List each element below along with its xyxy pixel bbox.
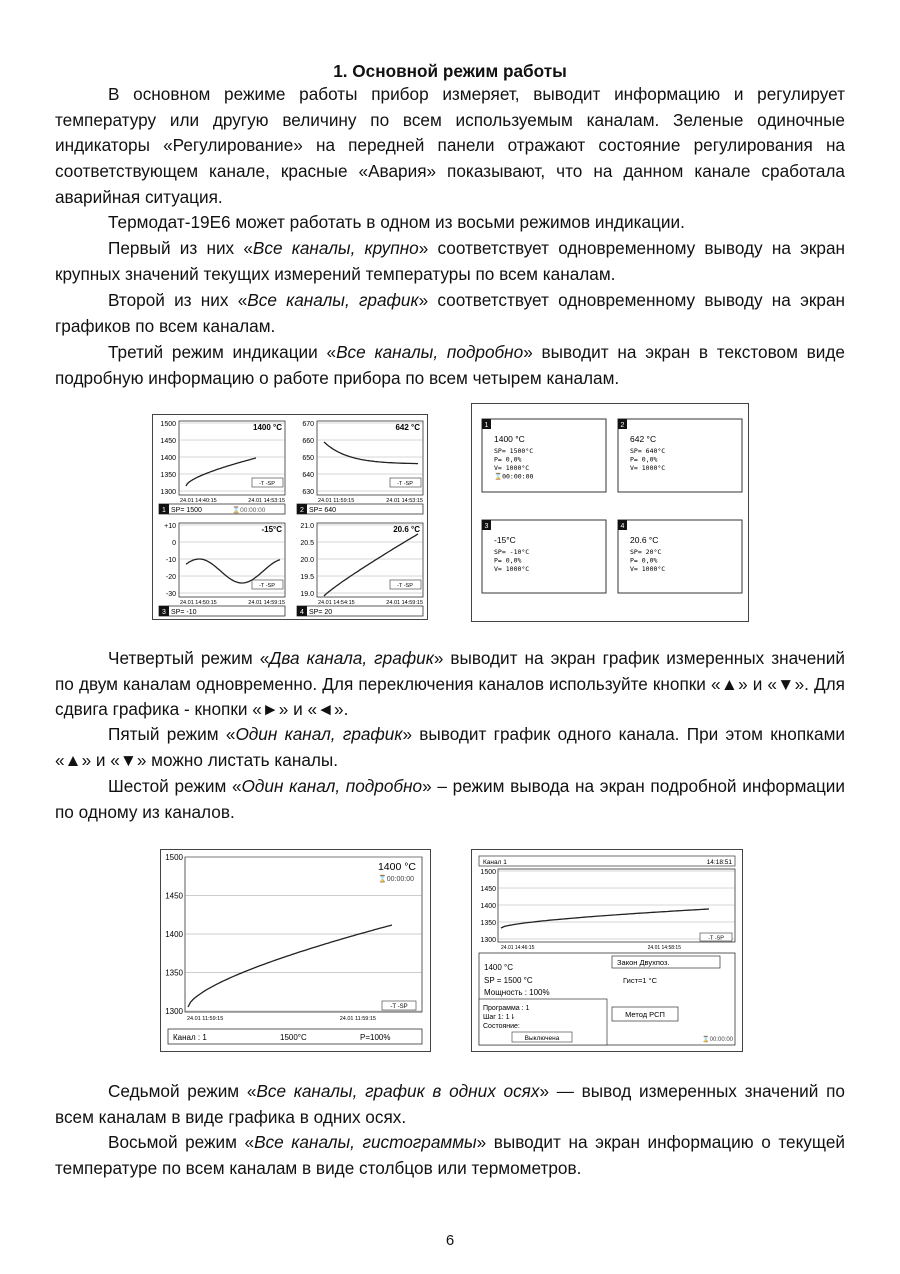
y-tick-label: 0 bbox=[172, 540, 176, 547]
paragraph-text: Термодат-19Е6 может работать в одном из восьми режимов индикации. bbox=[108, 212, 685, 232]
detail-line: V= 1000°C bbox=[494, 565, 530, 573]
y-tick-label: 1400 bbox=[165, 930, 183, 939]
current-value: 20.6 °C bbox=[393, 525, 420, 534]
legend: -T -SP bbox=[259, 583, 275, 589]
setpoint: SP= -10 bbox=[171, 609, 197, 616]
screen-all-channels-detail bbox=[471, 403, 749, 622]
y-tick-label: 19.0 bbox=[300, 591, 314, 598]
channel-number: 3 bbox=[162, 609, 166, 616]
y-tick-label: -10 bbox=[165, 557, 176, 564]
control-law: Закон Двухпоз. bbox=[617, 958, 670, 967]
paragraph bbox=[55, 82, 845, 211]
time-end: 24.01 14:53:15 bbox=[248, 498, 285, 504]
mode-name: Все каналы, гистограммы bbox=[254, 1132, 477, 1152]
paragraph-text: Четвертый режим « bbox=[108, 648, 270, 668]
detail-line: P= 0,0% bbox=[630, 556, 658, 565]
paragraph-text: Второй из них « bbox=[108, 290, 248, 310]
paragraph-text: » — вывод измеренных значений по всем каналам в виде графика в одних осях. bbox=[55, 1081, 845, 1127]
channel-number: 1 bbox=[484, 422, 489, 429]
y-tick-label: 1400 bbox=[160, 455, 176, 462]
timer: ⌛00:00:00 bbox=[378, 876, 414, 883]
y-tick-label: 1450 bbox=[160, 438, 176, 445]
page-number: 6 bbox=[445, 1232, 455, 1249]
mode-name: Все каналы, крупно bbox=[252, 238, 419, 258]
state: Состояние: bbox=[483, 1023, 520, 1030]
paragraph bbox=[55, 722, 845, 773]
detail-line: P= 0,0% bbox=[630, 455, 658, 464]
channel-detail-cell bbox=[482, 520, 606, 593]
legend: -T -SP bbox=[390, 1004, 408, 1010]
time-start: 24.01 14:40:15 bbox=[180, 498, 217, 504]
mode-name: Один канал, график bbox=[235, 724, 403, 744]
paragraph-text: » выводит на экран график измеренных значений по двум каналам одновременно. Для переключения каналов используйте кнопки «▲» и «▼». Для сдвига графика - кнопки «►» и «◄». bbox=[55, 648, 845, 720]
paragraph-text: » соответствует одновременному выводу на экран графиков по всем каналам. bbox=[55, 290, 845, 336]
paragraph bbox=[55, 774, 845, 825]
detail-line: V= 1000°C bbox=[630, 565, 666, 573]
y-tick-label: 1350 bbox=[160, 472, 176, 479]
paragraph-text: Пятый режим « bbox=[108, 724, 236, 744]
detail-line: V= 1000°C bbox=[494, 464, 530, 472]
paragraph-text: Первый из них « bbox=[108, 238, 253, 258]
y-tick-label: 1350 bbox=[480, 920, 496, 927]
detail-line: P= 0,0% bbox=[494, 556, 522, 565]
y-tick-label: 1500 bbox=[480, 869, 496, 876]
paragraph-text: В основном режиме работы прибор измеряет, выводит информацию и регулирует температуру или другую величину по всем используемым каналам. Зеленые одиночные индикаторы «Регулирование» на передней панели отражают состояние регулирования на соответствующем канале, красные «Авария» показывают, что на данном канале сработала аварийная ситуация. bbox=[55, 84, 845, 207]
legend: -T -SP bbox=[397, 481, 413, 487]
channel-detail-cell bbox=[618, 419, 742, 492]
setpoint: SP= 20 bbox=[309, 609, 333, 616]
detail-line: SP= 20°C bbox=[630, 548, 662, 556]
paragraph-text: » выводит график одного канала. При этом кнопками «▲» и «▼» можно листать каналы. bbox=[55, 724, 845, 770]
paragraph bbox=[55, 210, 845, 236]
detail-line: V= 1000°C bbox=[630, 464, 666, 472]
paragraph bbox=[55, 1079, 845, 1130]
y-tick-label: 660 bbox=[302, 438, 314, 445]
mode-name: Все каналы, график в одних осях bbox=[256, 1081, 540, 1101]
screen-one-channel-detail bbox=[471, 849, 743, 1052]
time-end: 24.01 14:58:15 bbox=[647, 945, 681, 951]
channel-number: 3 bbox=[484, 523, 489, 530]
channel-number: 2 bbox=[620, 422, 625, 429]
paragraph-text: » выводит на экран информацию о текущей температуре по всем каналам в виде столбцов или термометров. bbox=[55, 1132, 845, 1178]
current-value: 642 °C bbox=[630, 434, 657, 444]
channel-number: 2 bbox=[300, 507, 304, 514]
program: Программа : 1 bbox=[483, 1005, 530, 1012]
y-tick-label: 20.0 bbox=[300, 557, 314, 564]
detail-line: SP= -10°C bbox=[494, 548, 530, 556]
power: Мощность : 100% bbox=[484, 988, 550, 997]
y-tick-label: 21.0 bbox=[300, 523, 314, 530]
hysteresis: Гист=1 °C bbox=[623, 976, 658, 985]
current-value: 1400 °C bbox=[494, 434, 525, 444]
y-tick-label: 640 bbox=[302, 472, 314, 479]
status-channel: Канал : 1 bbox=[173, 1033, 207, 1042]
setpoint: SP= 1500 bbox=[171, 507, 202, 514]
detail-line: SP= 640°C bbox=[630, 447, 666, 455]
paragraph bbox=[55, 288, 845, 339]
y-tick-label: 1500 bbox=[160, 421, 176, 428]
screen-one-channel-graph bbox=[160, 849, 431, 1052]
legend: -T -SP bbox=[259, 481, 275, 487]
off-button-label: Выключена bbox=[524, 1035, 560, 1042]
y-tick-label: 1300 bbox=[480, 937, 496, 944]
legend: -T -SP bbox=[397, 583, 413, 589]
y-tick-label: 19.5 bbox=[300, 574, 314, 581]
paragraph-text: » – режим вывода на экран подробной информации по одному из каналов. bbox=[55, 776, 845, 822]
y-tick-label: +10 bbox=[164, 523, 176, 530]
paragraph bbox=[55, 236, 845, 287]
channel-number: 1 bbox=[162, 507, 166, 514]
timer: ⌛00:00:00 bbox=[232, 507, 266, 514]
y-tick-label: 20.5 bbox=[300, 540, 314, 547]
timer: ⌛00:00:00 bbox=[702, 1037, 733, 1043]
current-value: -15°C bbox=[494, 535, 516, 545]
mode-name: Все каналы, график bbox=[247, 290, 419, 310]
title-channel: Канал 1 bbox=[483, 859, 507, 866]
status-setpoint: 1500°C bbox=[280, 1033, 307, 1042]
setpoint: SP = 1500 °C bbox=[484, 976, 533, 985]
y-tick-label: 650 bbox=[302, 455, 314, 462]
detail-line: P= 0,0% bbox=[494, 455, 522, 464]
time-end: 24.01 14:53:15 bbox=[386, 498, 423, 504]
paragraph bbox=[55, 646, 845, 723]
time-end: 24.01 14:59:15 bbox=[386, 600, 423, 606]
time-start: 24.01 11:59:15 bbox=[318, 498, 355, 504]
step: Шаг 1: 1⇂ bbox=[483, 1014, 516, 1021]
y-tick-label: 1450 bbox=[165, 891, 183, 901]
paragraph-text: Седьмой режим « bbox=[108, 1081, 257, 1101]
current-value: 20.6 °C bbox=[630, 535, 659, 545]
y-tick-label: -20 bbox=[165, 574, 176, 581]
time-start: 24.01 14:46:15 bbox=[501, 945, 535, 951]
channel-detail-cell bbox=[482, 419, 606, 492]
paragraph-text: Восьмой режим « bbox=[108, 1132, 255, 1152]
mode-name: Один канал, подробно bbox=[241, 776, 423, 796]
channel-number: 4 bbox=[620, 523, 625, 530]
setpoint: SP= 640 bbox=[309, 507, 337, 514]
current-value: -15°C bbox=[261, 525, 282, 534]
paragraph-text: » выводит на экран в текстовом виде подробную информацию о работе прибора по всем четырем каналам. bbox=[55, 342, 845, 388]
channel-number: 4 bbox=[300, 609, 304, 616]
paragraph-text: » соответствует одновременному выводу на экран крупных значений текущих измерений температуры по всем каналам. bbox=[55, 238, 846, 284]
paragraph-text: Третий режим индикации « bbox=[108, 342, 337, 362]
time-start: 24.01 11:59:15 bbox=[187, 1016, 224, 1022]
y-tick-label: 1300 bbox=[165, 1007, 183, 1016]
time-end: 24.01 14:59:15 bbox=[248, 600, 285, 606]
mode-name: Два канала, график bbox=[269, 648, 434, 668]
current-value: 1400 °C bbox=[484, 963, 513, 972]
legend: -T -SP bbox=[708, 935, 724, 942]
channel-detail-cell bbox=[618, 520, 742, 593]
clock: 14:18:51 bbox=[706, 859, 732, 866]
time-start: 24.01 14:54:15 bbox=[318, 600, 355, 606]
y-tick-label: 1500 bbox=[165, 853, 183, 862]
y-tick-label: 630 bbox=[302, 489, 314, 496]
status-power: P=100% bbox=[360, 1033, 391, 1042]
detail-line: SP= 1500°C bbox=[494, 447, 534, 455]
method: Метод РСП bbox=[625, 1010, 665, 1019]
screen-all-channels-graph bbox=[152, 414, 428, 620]
detail-line: ⌛00:00:00 bbox=[494, 472, 534, 481]
time-end: 24.01 11:59:15 bbox=[339, 1016, 376, 1022]
section-heading: 1. Основной режим работы bbox=[333, 61, 567, 81]
title-bar bbox=[479, 856, 735, 866]
paragraph bbox=[55, 1130, 845, 1181]
time-start: 24.01 14:50:15 bbox=[180, 600, 217, 606]
y-tick-label: -30 bbox=[165, 591, 176, 598]
mode-name: Все каналы, подробно bbox=[336, 342, 524, 362]
y-tick-label: 670 bbox=[302, 421, 314, 428]
y-tick-label: 1350 bbox=[165, 968, 183, 978]
current-value: 1400 °C bbox=[253, 423, 282, 432]
y-tick-label: 1400 bbox=[480, 903, 496, 910]
y-tick-label: 1450 bbox=[480, 886, 496, 893]
current-value: 1400 °C bbox=[377, 861, 416, 873]
plot-area bbox=[498, 869, 735, 942]
y-tick-label: 1300 bbox=[160, 489, 176, 496]
current-value: 642 °C bbox=[395, 423, 420, 432]
paragraph bbox=[55, 340, 845, 391]
paragraph-text: Шестой режим « bbox=[108, 776, 242, 796]
